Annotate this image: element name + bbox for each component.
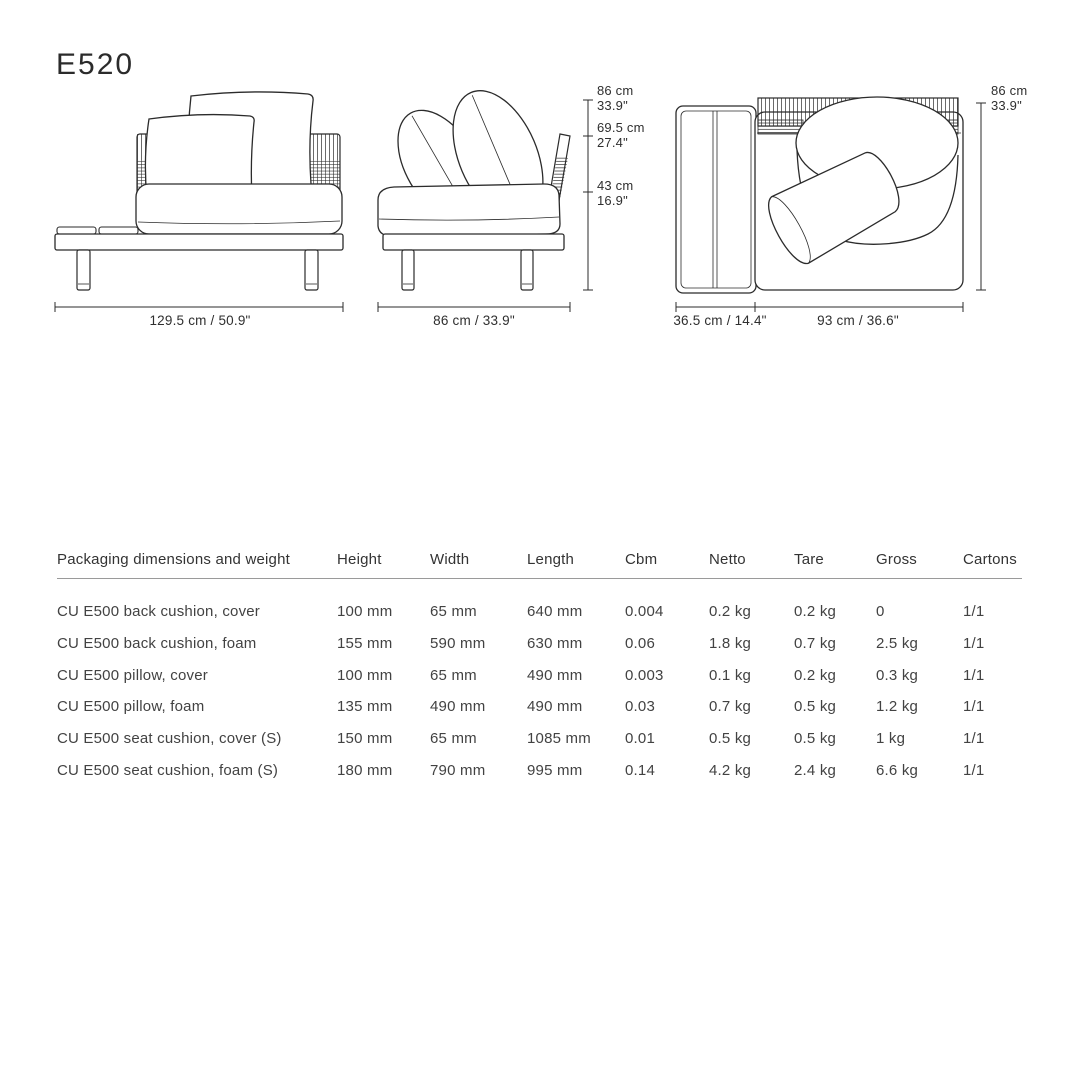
value-cell: 490 mm — [527, 698, 583, 716]
side-back-height-inch: 27.4" — [597, 134, 628, 150]
value-cell: 0.7 kg — [794, 635, 837, 653]
packaging-table — [57, 544, 1022, 786]
side-height-dim-line — [583, 100, 593, 290]
value-cell: 0.7 kg — [709, 698, 752, 716]
value-cell: 0.003 — [625, 666, 664, 684]
column-header: Length — [527, 551, 575, 568]
value-cell: 490 mm — [430, 698, 486, 716]
value-cell: 0.2 kg — [794, 603, 837, 621]
value-cell: 640 mm — [527, 603, 583, 621]
value-cell: 1/1 — [963, 635, 985, 653]
product-drawings — [0, 0, 1080, 360]
column-header: Packaging dimensions and weight — [57, 551, 291, 568]
value-cell: 65 mm — [430, 603, 477, 621]
side-seat-height-cm: 43 cm — [597, 178, 634, 193]
column-header: Width — [430, 551, 470, 568]
value-cell: 590 mm — [430, 635, 486, 653]
value-cell: 1.2 kg — [876, 698, 919, 716]
value-cell: 1 kg — [876, 730, 906, 748]
value-cell: 0 — [876, 603, 885, 621]
front-width-dim-line — [55, 302, 343, 312]
side-back-height-label — [597, 121, 645, 150]
value-cell: 1/1 — [963, 761, 985, 779]
column-header: Gross — [876, 551, 918, 568]
top-width-dim-line — [676, 302, 963, 312]
table-row — [57, 723, 1022, 755]
value-cell: 0.14 — [625, 761, 655, 779]
value-cell: 0.2 kg — [794, 666, 837, 684]
table-row — [57, 659, 1022, 691]
value-cell: 1/1 — [963, 730, 985, 748]
column-header: Cbm — [625, 551, 658, 568]
table-row — [57, 596, 1022, 628]
side-seat-height-inch: 16.9" — [597, 192, 628, 208]
value-cell: 630 mm — [527, 635, 583, 653]
value-cell: 180 mm — [337, 761, 393, 779]
value-cell: 4.2 kg — [709, 761, 752, 779]
value-cell: 0.5 kg — [794, 730, 837, 748]
value-cell: 1/1 — [963, 603, 985, 621]
value-cell: 100 mm — [337, 666, 393, 684]
value-cell: 0.3 kg — [876, 666, 919, 684]
value-cell: 65 mm — [430, 730, 477, 748]
value-cell: 65 mm — [430, 666, 477, 684]
product-name-cell: CU E500 back cushion, foam — [57, 635, 257, 653]
side-total-height-inch: 33.9" — [597, 97, 628, 113]
value-cell: 0.5 kg — [794, 698, 837, 716]
side-view-drawing — [378, 77, 593, 312]
value-cell: 0.1 kg — [709, 666, 752, 684]
product-name-cell: CU E500 seat cushion, foam (S) — [57, 761, 279, 779]
side-depth-dim-label: 86 cm / 33.9" — [433, 313, 515, 328]
top-height-dim-label — [991, 84, 1027, 113]
value-cell: 0.004 — [625, 603, 664, 621]
table-row — [57, 628, 1022, 660]
side-depth-dim-line — [378, 302, 570, 312]
top-height-cm: 86 cm — [991, 83, 1028, 98]
value-cell: 790 mm — [430, 761, 486, 779]
packaging-table-body — [57, 596, 1022, 786]
value-cell: 995 mm — [527, 761, 583, 779]
table-header-row — [57, 544, 1022, 579]
top-view-drawing — [676, 97, 986, 312]
value-cell: 135 mm — [337, 698, 393, 716]
front-width-dim-label: 129.5 cm / 50.9" — [149, 313, 251, 328]
value-cell: 2.5 kg — [876, 635, 919, 653]
value-cell: 150 mm — [337, 730, 393, 748]
value-cell: 100 mm — [337, 603, 393, 621]
value-cell: 0.03 — [625, 698, 655, 716]
value-cell: 1.8 kg — [709, 635, 752, 653]
top-height-inch: 33.9" — [991, 97, 1022, 113]
top-seat-dim-label: 93 cm / 36.6" — [817, 313, 899, 328]
front-view-drawing — [55, 92, 343, 312]
top-side-table-dim-label: 36.5 cm / 14.4" — [673, 313, 767, 328]
value-cell: 0.06 — [625, 635, 655, 653]
top-height-dim-line — [976, 103, 986, 290]
column-header: Netto — [709, 551, 746, 568]
value-cell: 2.4 kg — [794, 761, 837, 779]
page-title: E520 — [56, 48, 135, 81]
value-cell: 0.5 kg — [709, 730, 752, 748]
column-header: Cartons — [963, 551, 1017, 568]
column-header: Tare — [794, 551, 824, 568]
product-name-cell: CU E500 pillow, cover — [57, 666, 208, 684]
value-cell: 1/1 — [963, 698, 985, 716]
side-seat-height-label — [597, 179, 633, 208]
table-row — [57, 691, 1022, 723]
column-header: Height — [337, 551, 382, 568]
side-total-height-label — [597, 84, 633, 113]
product-name-cell: CU E500 seat cushion, cover (S) — [57, 730, 282, 748]
value-cell: 0.2 kg — [709, 603, 752, 621]
table-row — [57, 754, 1022, 786]
side-back-height-cm: 69.5 cm — [597, 120, 645, 135]
value-cell: 0.01 — [625, 730, 655, 748]
side-total-height-cm: 86 cm — [597, 83, 634, 98]
value-cell: 155 mm — [337, 635, 393, 653]
value-cell: 6.6 kg — [876, 761, 919, 779]
product-name-cell: CU E500 back cushion, cover — [57, 603, 261, 621]
value-cell: 1085 mm — [527, 730, 591, 748]
value-cell: 1/1 — [963, 666, 985, 684]
product-name-cell: CU E500 pillow, foam — [57, 698, 205, 716]
value-cell: 490 mm — [527, 666, 583, 684]
